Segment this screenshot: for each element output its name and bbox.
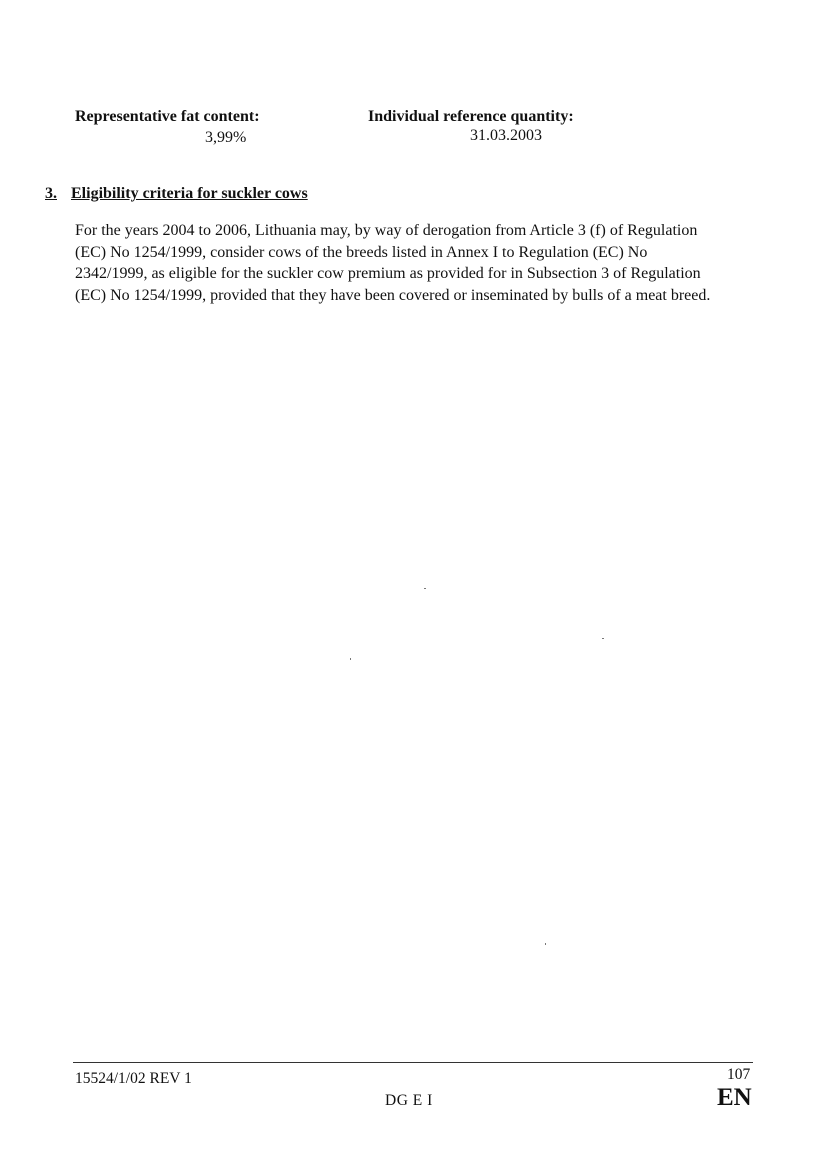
body-line: (EC) No 1254/1999, provided that they have been covered or inseminated by bulls of a meat breed.	[75, 287, 711, 305]
fat-content-label: Representative fat content:	[75, 108, 260, 125]
scan-speck	[350, 658, 351, 660]
scan-speck	[602, 638, 604, 639]
scan-speck	[545, 943, 546, 945]
section-heading: Eligibility criteria for suckler cows	[71, 185, 308, 202]
section-title	[45, 185, 327, 203]
reference-quantity-label: Individual reference quantity:	[368, 108, 574, 125]
body-line: (EC) No 1254/1999, consider cows of the breeds listed in Annex I to Regulation (EC) No	[75, 243, 648, 261]
footer-divider	[73, 1062, 753, 1063]
scan-speck	[424, 588, 426, 589]
language-code: EN	[717, 1084, 752, 1111]
body-line: 2342/1999, as eligible for the suckler cow premium as provided for in Subsection 3 of Regulation	[75, 265, 701, 283]
page-number: 107	[727, 1066, 751, 1083]
section-number: 3.	[45, 185, 57, 202]
section-body	[75, 220, 755, 307]
reference-quantity-value: 31.03.2003	[470, 127, 542, 144]
department-code: DG E I	[385, 1092, 433, 1109]
body-line: For the years 2004 to 2006, Lithuania may, by way of derogation from Article 3 (f) of Regulation	[75, 222, 698, 239]
fat-content-value: 3,99%	[205, 129, 247, 146]
document-reference: 15524/1/02 REV 1	[75, 1070, 192, 1087]
